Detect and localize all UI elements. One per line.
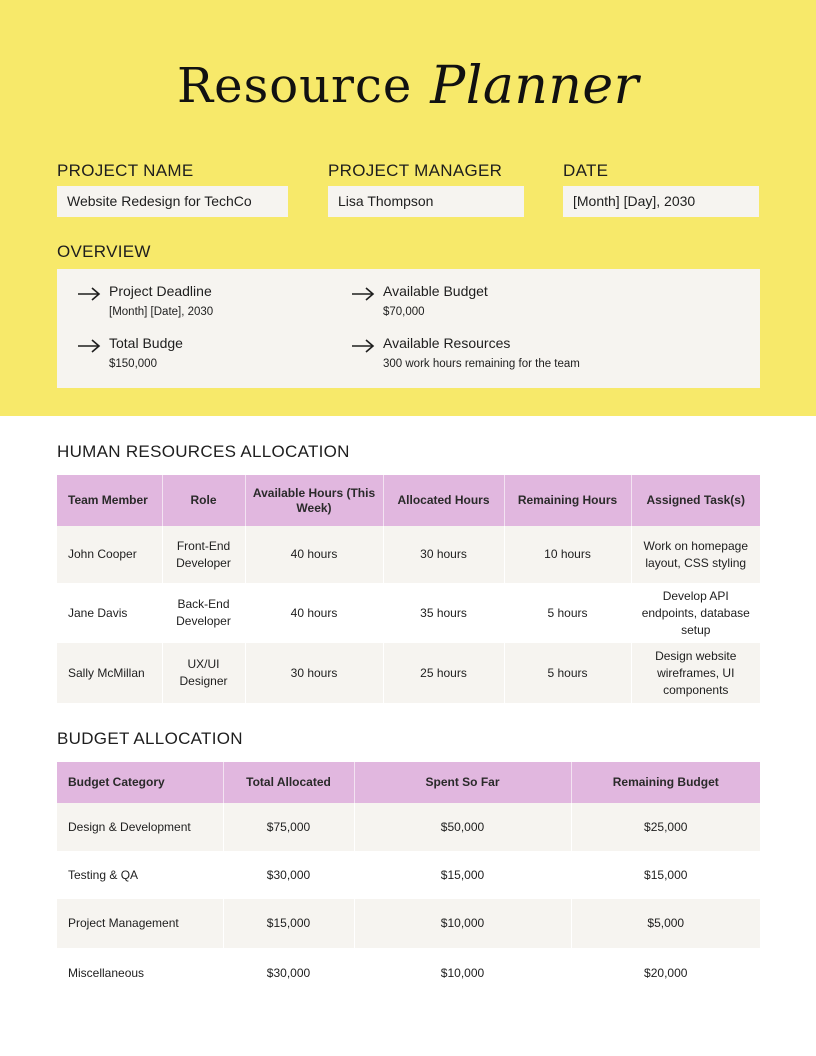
table-row <box>57 642 760 704</box>
overview-box <box>57 269 760 388</box>
overview-item-title: Project Deadline <box>109 283 212 299</box>
column-header: Team Member <box>57 475 162 526</box>
column-header: Role <box>162 475 245 526</box>
overview-item-value: 300 work hours remaining for the team <box>383 358 580 370</box>
spent-so-far-cell: $15,000 <box>354 851 571 899</box>
role-cell: UX/UI Designer <box>162 642 245 704</box>
column-header: Allocated Hours <box>383 475 504 526</box>
total-allocated-cell: $75,000 <box>223 803 354 851</box>
remaining-budget-cell: $20,000 <box>644 965 688 980</box>
project-name-field[interactable]: Website Redesign for TechCo <box>57 186 288 217</box>
budget-category-cell: Testing & QA <box>57 851 223 899</box>
budget-category-cell: Project Management <box>57 899 223 948</box>
available-hours-cell: 30 hours <box>245 642 383 704</box>
total-allocated-cell: $30,000 <box>223 851 354 899</box>
allocated-hours-cell: 25 hours <box>383 642 504 704</box>
table-row <box>57 803 760 851</box>
table-header-row <box>57 475 760 526</box>
hr-allocation-table <box>57 475 760 705</box>
available-hours-cell: 40 hours <box>245 584 383 642</box>
total-allocated-cell: $15,000 <box>223 899 354 948</box>
team-member-cell: Sally McMillan <box>57 642 162 704</box>
date-label: DATE <box>563 161 609 180</box>
remaining-hours-cell: 5 hours <box>504 642 631 704</box>
date-field[interactable]: [Month] [Day], 2030 <box>563 186 759 217</box>
spent-so-far-cell: $50,000 <box>354 803 571 851</box>
role-cell: Back-End Developer <box>162 584 245 642</box>
column-header: Spent So Far <box>354 762 571 803</box>
hr-allocation-heading: HUMAN RESOURCES ALLOCATION <box>57 442 350 461</box>
overview-item-value: $150,000 <box>109 358 157 370</box>
assigned-tasks-cell: Work on homepage layout, CSS styling <box>631 526 760 584</box>
allocated-hours-cell: 35 hours <box>383 584 504 642</box>
remaining-budget-cell: $15,000 <box>644 867 688 882</box>
title-word-resource: Resource <box>177 58 413 114</box>
table-row <box>57 584 760 642</box>
spent-so-far-cell: $10,000 <box>354 899 571 948</box>
table-row <box>57 948 760 998</box>
remaining-budget-cell: $5,000 <box>571 899 760 948</box>
budget-category-cell: Miscellaneous <box>57 948 223 998</box>
remaining-budget-cell: $25,000 <box>571 803 760 851</box>
overview-item-title: Available Budget <box>383 283 488 299</box>
project-manager-field[interactable]: Lisa Thompson <box>328 186 524 217</box>
overview-item-value: [Month] [Date], 2030 <box>109 306 214 318</box>
role-cell: Front-End Developer <box>162 526 245 584</box>
column-header: Available Hours (This Week) <box>245 475 383 526</box>
arrow-right-icon <box>351 287 375 301</box>
arrow-right-icon <box>77 339 101 353</box>
allocated-hours-cell: 30 hours <box>383 526 504 584</box>
arrow-right-icon <box>77 287 101 301</box>
overview-item-value: $70,000 <box>383 306 425 318</box>
project-name-label: PROJECT NAME <box>57 161 194 180</box>
remaining-hours-cell: 10 hours <box>504 526 631 584</box>
overview-item-title: Total Budge <box>109 335 183 351</box>
remaining-hours-cell: 5 hours <box>504 584 631 642</box>
overview-item-title: Available Resources <box>383 335 511 351</box>
team-member-cell: Jane Davis <box>57 584 162 642</box>
title-word-planner: Planner <box>430 56 639 116</box>
overview-heading: OVERVIEW <box>57 242 151 261</box>
budget-category-cell: Design & Development <box>57 803 223 851</box>
table-row <box>57 851 760 899</box>
page-title <box>0 56 816 116</box>
assigned-tasks-cell: Develop API endpoints, database setup <box>641 588 750 637</box>
budget-allocation-table <box>57 762 760 998</box>
team-member-cell: John Cooper <box>57 526 162 584</box>
column-header: Total Allocated <box>223 762 354 803</box>
arrow-right-icon <box>351 339 375 353</box>
project-manager-label: PROJECT MANAGER <box>328 161 503 180</box>
table-row <box>57 526 760 584</box>
table-header-row <box>57 762 760 803</box>
total-allocated-cell: $30,000 <box>223 948 354 998</box>
budget-allocation-heading: BUDGET ALLOCATION <box>57 729 243 748</box>
spent-so-far-cell: $10,000 <box>354 948 571 998</box>
table-row <box>57 899 760 948</box>
column-header: Budget Category <box>57 762 223 803</box>
column-header: Assigned Task(s) <box>631 475 760 526</box>
column-header: Remaining Budget <box>571 762 760 803</box>
assigned-tasks-cell: Design website wireframes, UI components <box>631 642 760 704</box>
column-header: Remaining Hours <box>504 475 631 526</box>
available-hours-cell: 40 hours <box>245 526 383 584</box>
